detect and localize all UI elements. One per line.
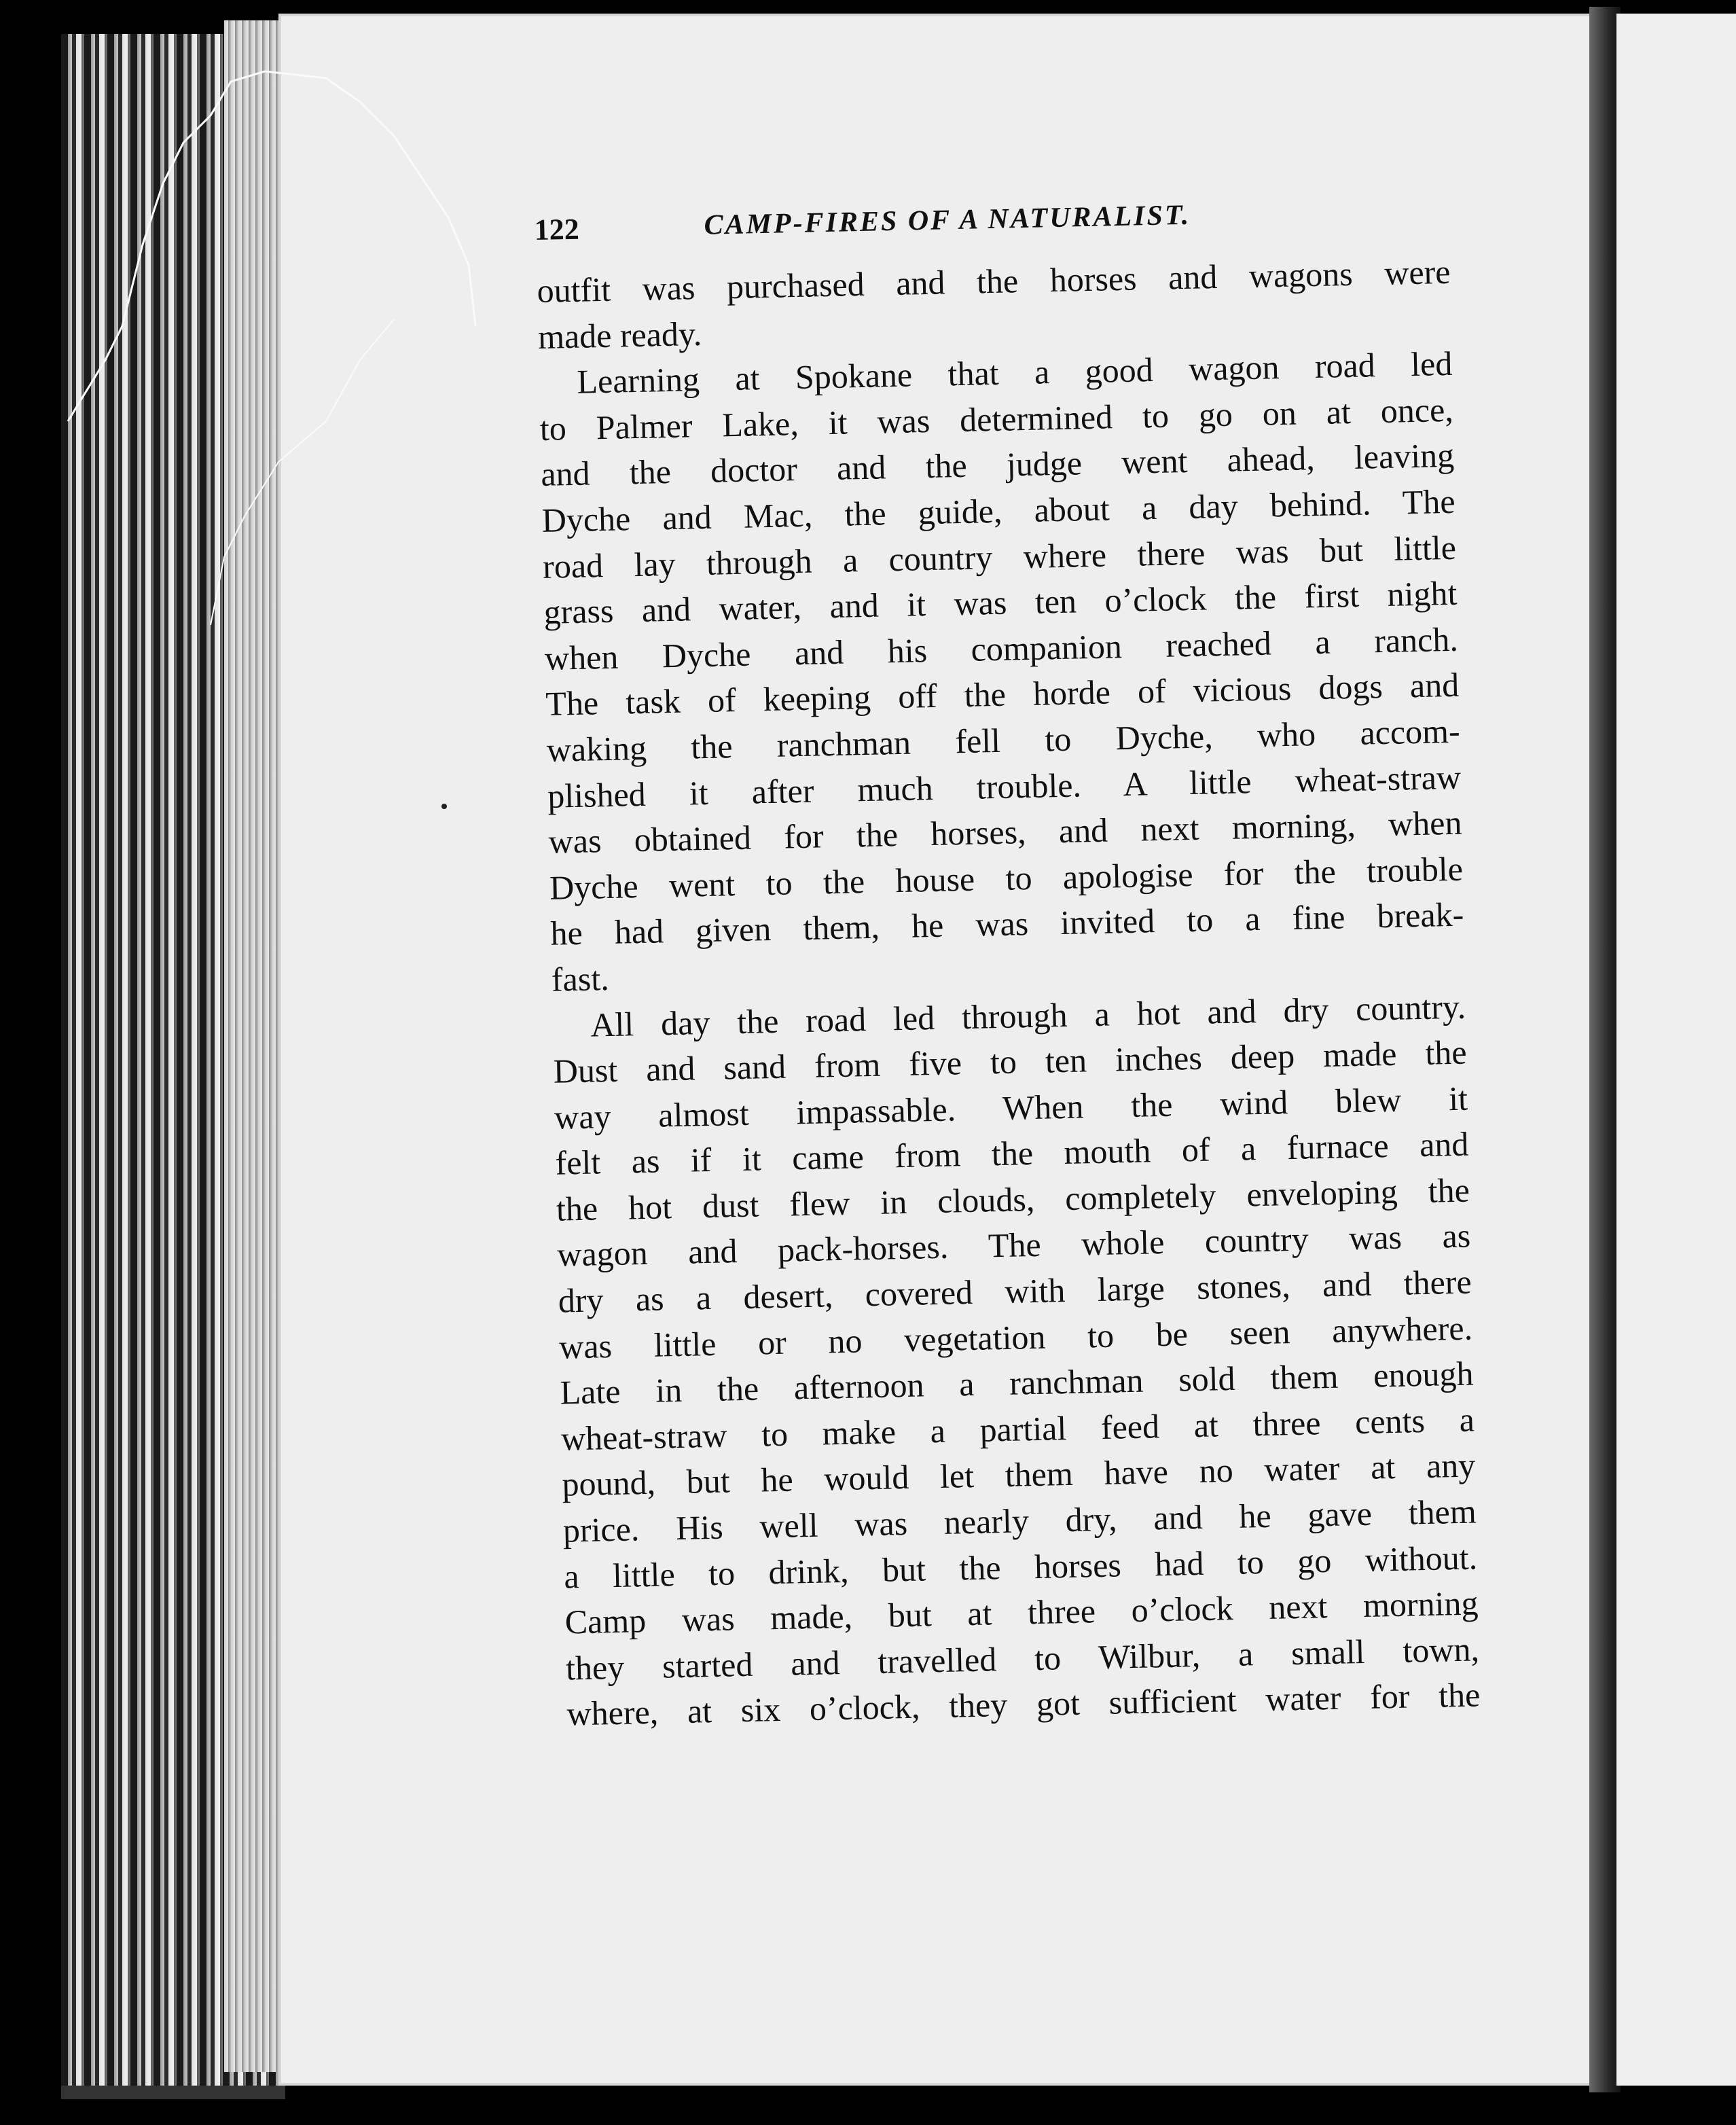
- text-line: the hot dust flew in clouds, completely enveloping the: [556, 1171, 1470, 1228]
- text-line: All day the road led through a hot and dry country.: [590, 987, 1466, 1044]
- text-line: Dust and sand from five to ten inches deep made the: [553, 1033, 1468, 1090]
- text-line: a little to drink, but the horses had to go without.: [563, 1538, 1478, 1596]
- text-line: wheat-straw to make a partial feed at three cents a: [560, 1400, 1475, 1458]
- text-line: Learning at Spokane that a good wagon road led: [576, 344, 1453, 401]
- text-line: to Palmer Lake, it was determined to go on at once,: [539, 390, 1454, 448]
- ink-speck: [441, 804, 447, 809]
- text-line: made ready.: [537, 314, 702, 356]
- text-line: plished it after much trouble. A little wheat-straw: [547, 757, 1462, 815]
- text-line: waking the ranchman fell to Dyche, who accom-: [546, 711, 1461, 769]
- text-line: outfit was purchased and the horses and wagons were: [537, 252, 1451, 310]
- body-text: [537, 249, 1481, 1738]
- text-line: Camp was made, but at three o’clock next morning: [564, 1584, 1479, 1641]
- text-line: when Dyche and his companion reached a ranch.: [544, 620, 1459, 677]
- text-line: they started and travelled to Wilbur, a small town,: [565, 1630, 1480, 1688]
- paragraph: [539, 341, 1466, 1003]
- text-line: dry as a desert, covered with large stones, and there: [558, 1262, 1472, 1320]
- text-line: felt as if it came from the mouth of a furnace and: [555, 1124, 1469, 1182]
- running-head: CAMP-FIRES OF A NATURALIST.: [704, 199, 1191, 241]
- text-line: way almost impassable. When the wind blew it: [554, 1079, 1468, 1137]
- text-line: where, at six o’clock, they got sufficient water for the: [566, 1675, 1481, 1733]
- text-line: Late in the afternoon a ranchman sold them enough: [560, 1354, 1474, 1412]
- text-line: pound, but he would let them have no water at any: [561, 1446, 1476, 1504]
- facing-page-edge: [1616, 14, 1736, 2086]
- text-line: grass and water, and it was ten o’clock the first night: [543, 573, 1458, 632]
- text-line: fast.: [551, 959, 610, 999]
- text-line: Dyche went to the house to apologise for the trouble: [549, 849, 1464, 907]
- text-line: was little or no vegetation to be seen anywhere.: [558, 1308, 1473, 1366]
- text-line: road lay through a country where there was but little: [542, 528, 1457, 586]
- text-line: The task of keeping off the horde of vicious dogs and: [545, 666, 1460, 724]
- text-line: wagon and pack-horses. The whole country was as: [556, 1216, 1471, 1274]
- text-line: price. His well was nearly dry, and he gave them: [562, 1492, 1477, 1550]
- gutter-edges: [224, 20, 278, 2072]
- text-line: was obtained for the horses, and next morning, when: [548, 803, 1462, 861]
- paragraph: [552, 984, 1481, 1737]
- text-line: Dyche and Mac, the guide, about a day behind. The: [541, 482, 1456, 539]
- text-line: he had given them, he was invited to a fine break-: [549, 895, 1464, 953]
- page-number: 122: [534, 212, 580, 247]
- text-line: and the doctor and the judge went ahead, leaving: [540, 436, 1455, 494]
